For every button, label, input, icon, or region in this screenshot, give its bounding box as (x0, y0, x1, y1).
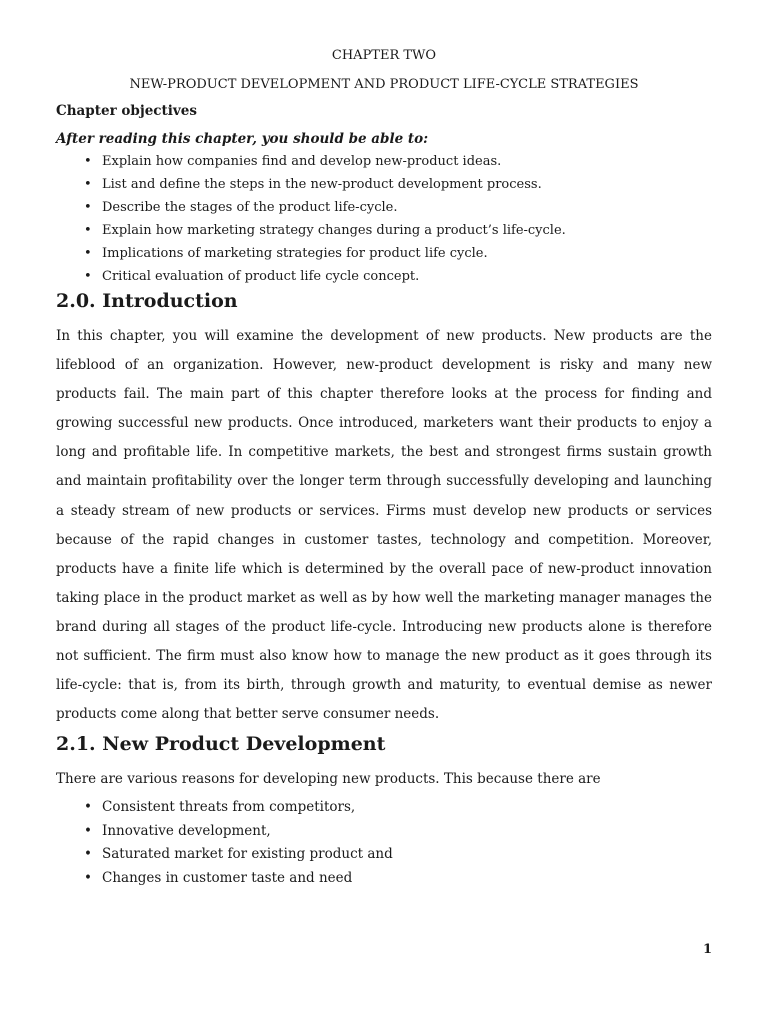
objectives-list (84, 152, 566, 290)
objectives-heading: Chapter objectives (56, 103, 197, 119)
bullet-icon: • (84, 799, 92, 815)
list-item (84, 221, 566, 244)
bullet-icon: • (84, 223, 92, 238)
objective-text: Explain how companies find and develop new-product ideas. (102, 154, 502, 169)
reason-text: Saturated market for existing product and (102, 846, 393, 862)
bullet-icon: • (84, 154, 92, 169)
bullet-icon: • (84, 200, 92, 215)
chapter-title: NEW-PRODUCT DEVELOPMENT AND PRODUCT LIFE-CYCLE STRATEGIES (129, 77, 639, 92)
bullet-icon: • (84, 846, 92, 862)
list-item (84, 198, 566, 221)
introduction-heading: 2.0. Introduction (56, 290, 238, 312)
reasons-list (84, 796, 393, 890)
list-item (84, 267, 566, 290)
list-item (84, 175, 566, 198)
bullet-icon: • (84, 269, 92, 284)
reason-text: Innovative development, (102, 822, 271, 839)
list-item (84, 244, 566, 267)
reason-text: Consistent threats from competitors, (102, 799, 356, 815)
reason-text: Changes in customer taste and need (102, 869, 353, 886)
objective-text: Implications of marketing strategies for product life cycle. (102, 246, 488, 261)
bullet-icon: • (84, 869, 92, 886)
introduction-paragraph: In this chapter, you will examine the development of new products. New products are the lifeblood of an organization. However, new-product development is risky and many new products fail. The main part of this chapter therefore looks at the process for finding and growing successful new products. Once introduced, marketers want their products to enjoy a long and profitable life. In competitive markets, the best and strongest firms sustain growth and maintain profitability over the longer term through successfully developing and launching a steady stream of new products or services. Firms must develop new products or services because of the rapid changes in customer tastes, technology and competition. Moreover, products have a finite life which is determined by the overall pace of new-product innovation taking place in the product market as well as by how well the marketing manager manages the brand during all stages of the product life-cycle. Introducing new products alone is therefore not sufficient. The firm must also know how to manage the new product as it goes through its life-cycle: that is, from its birth, through growth and maturity, to eventual demise as newer products come along that better serve consumer needs. (56, 328, 712, 723)
objective-text: Describe the stages of the product life-cycle. (102, 200, 398, 215)
list-item (84, 152, 566, 175)
objective-text: List and define the steps in the new-product development process. (102, 177, 542, 192)
objective-text: Explain how marketing strategy changes during a product’s life-cycle. (102, 223, 566, 238)
objective-text: Critical evaluation of product life cycle concept. (102, 269, 420, 284)
objectives-intro: After reading this chapter, you should be able to: (56, 131, 429, 147)
bullet-icon: • (84, 177, 92, 192)
list-item (84, 820, 393, 844)
list-item (84, 843, 393, 867)
bullet-icon: • (84, 822, 92, 839)
new-product-development-paragraph: There are various reasons for developing new products. This because there are (56, 771, 601, 787)
new-product-development-heading: 2.1. New Product Development (56, 733, 386, 755)
list-item (84, 796, 393, 820)
list-item (84, 867, 393, 891)
chapter-label: CHAPTER TWO (331, 48, 437, 63)
page-number: 1 (702, 942, 712, 957)
bullet-icon: • (84, 246, 92, 261)
